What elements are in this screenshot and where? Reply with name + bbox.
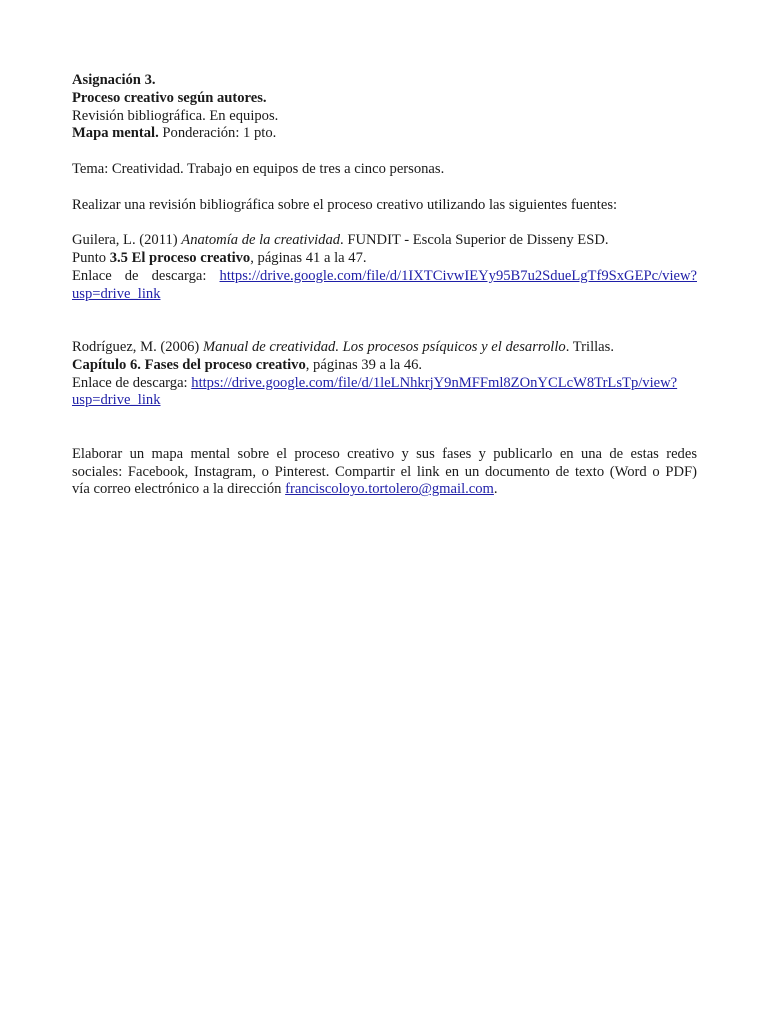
spacer: [72, 143, 697, 161]
source-citation: [72, 232, 697, 250]
source-download-line: [72, 268, 697, 286]
source-pages: , páginas 39 a la 46.: [305, 356, 423, 373]
spacer: [72, 179, 697, 197]
assignment-format-line: [72, 125, 697, 143]
source-section-prefix: Punto: [72, 249, 107, 266]
final-task-suffix: .: [493, 481, 498, 498]
format-label: Mapa mental.: [72, 125, 159, 142]
source-publisher: . Trillas.: [565, 338, 614, 355]
source-pages: , páginas 41 a la 47.: [250, 249, 367, 266]
source-section: Capítulo 6. Fases del proceso creativo: [72, 356, 306, 373]
source-publisher: . FUNDIT - Escola Superior de Disseny ESD.: [340, 232, 609, 249]
source-entry-2: [72, 339, 697, 410]
weight-text: Ponderación: 1 pto.: [162, 125, 277, 142]
download-label: Enlace de descarga:: [72, 267, 207, 284]
assignment-title: Proceso creativo según autores.: [72, 89, 267, 106]
download-link-continued[interactable]: usp=drive_link: [72, 285, 161, 302]
download-link[interactable]: https://drive.google.com/file/d/1IXTCivwIEYy95B7u2SdueLgTf9SxGEPc/view?: [219, 267, 697, 284]
download-label: Enlace de descarga:: [72, 374, 188, 391]
spacer: [72, 214, 697, 232]
source-citation: [72, 339, 697, 357]
email-link[interactable]: franciscoloyo.tortolero@gmail.com: [285, 481, 494, 498]
final-task-line: sociales: Facebook, Instagram, o Pinterest. Compartir el link en un documento de texto (Word o PDF): [72, 463, 697, 480]
spacer: [72, 410, 697, 446]
source-download-line-2: [72, 392, 697, 410]
download-link-continued[interactable]: usp=drive_link: [72, 392, 161, 409]
final-task-paragraph: [72, 446, 697, 499]
assignment-subtitle: Revisión bibliográfica. En equipos.: [72, 107, 279, 124]
topic-text: Tema: Creatividad. Trabajo en equipos de tres a cinco personas.: [72, 160, 445, 177]
source-download-line-2: [72, 286, 697, 304]
source-author-year: Rodríguez, M. (2006): [72, 338, 200, 355]
source-section-line: [72, 250, 697, 268]
source-author-year: Guilera, L. (2011): [72, 232, 178, 249]
source-download-line: [72, 375, 697, 393]
final-task-line: [72, 481, 697, 499]
source-book-title: Manual de creatividad. Los procesos psíquicos y el desarrollo: [202, 338, 566, 355]
final-task-line: Elaborar un mapa mental sobre el proceso creativo y sus fases y publicarlo en una de estas redes: [72, 445, 697, 462]
source-book-title: Anatomía de la creatividad: [181, 232, 341, 249]
document-body: [72, 72, 697, 499]
final-task-prefix: vía correo electrónico a la dirección: [72, 481, 282, 498]
source-section-line: [72, 357, 697, 375]
source-section: 3.5 El proceso creativo: [109, 249, 251, 266]
source-entry-1: [72, 232, 697, 303]
spacer: [72, 303, 697, 339]
instruction-text: Realizar una revisión bibliográfica sobre el proceso creativo utilizando las siguientes fuentes:: [72, 196, 618, 213]
assignment-number: Asignación 3.: [72, 72, 156, 88]
download-link[interactable]: https://drive.google.com/file/d/1leLNhkrjY9nMFFml8ZOnYCLcW8TrLsTp/view?: [191, 374, 678, 391]
